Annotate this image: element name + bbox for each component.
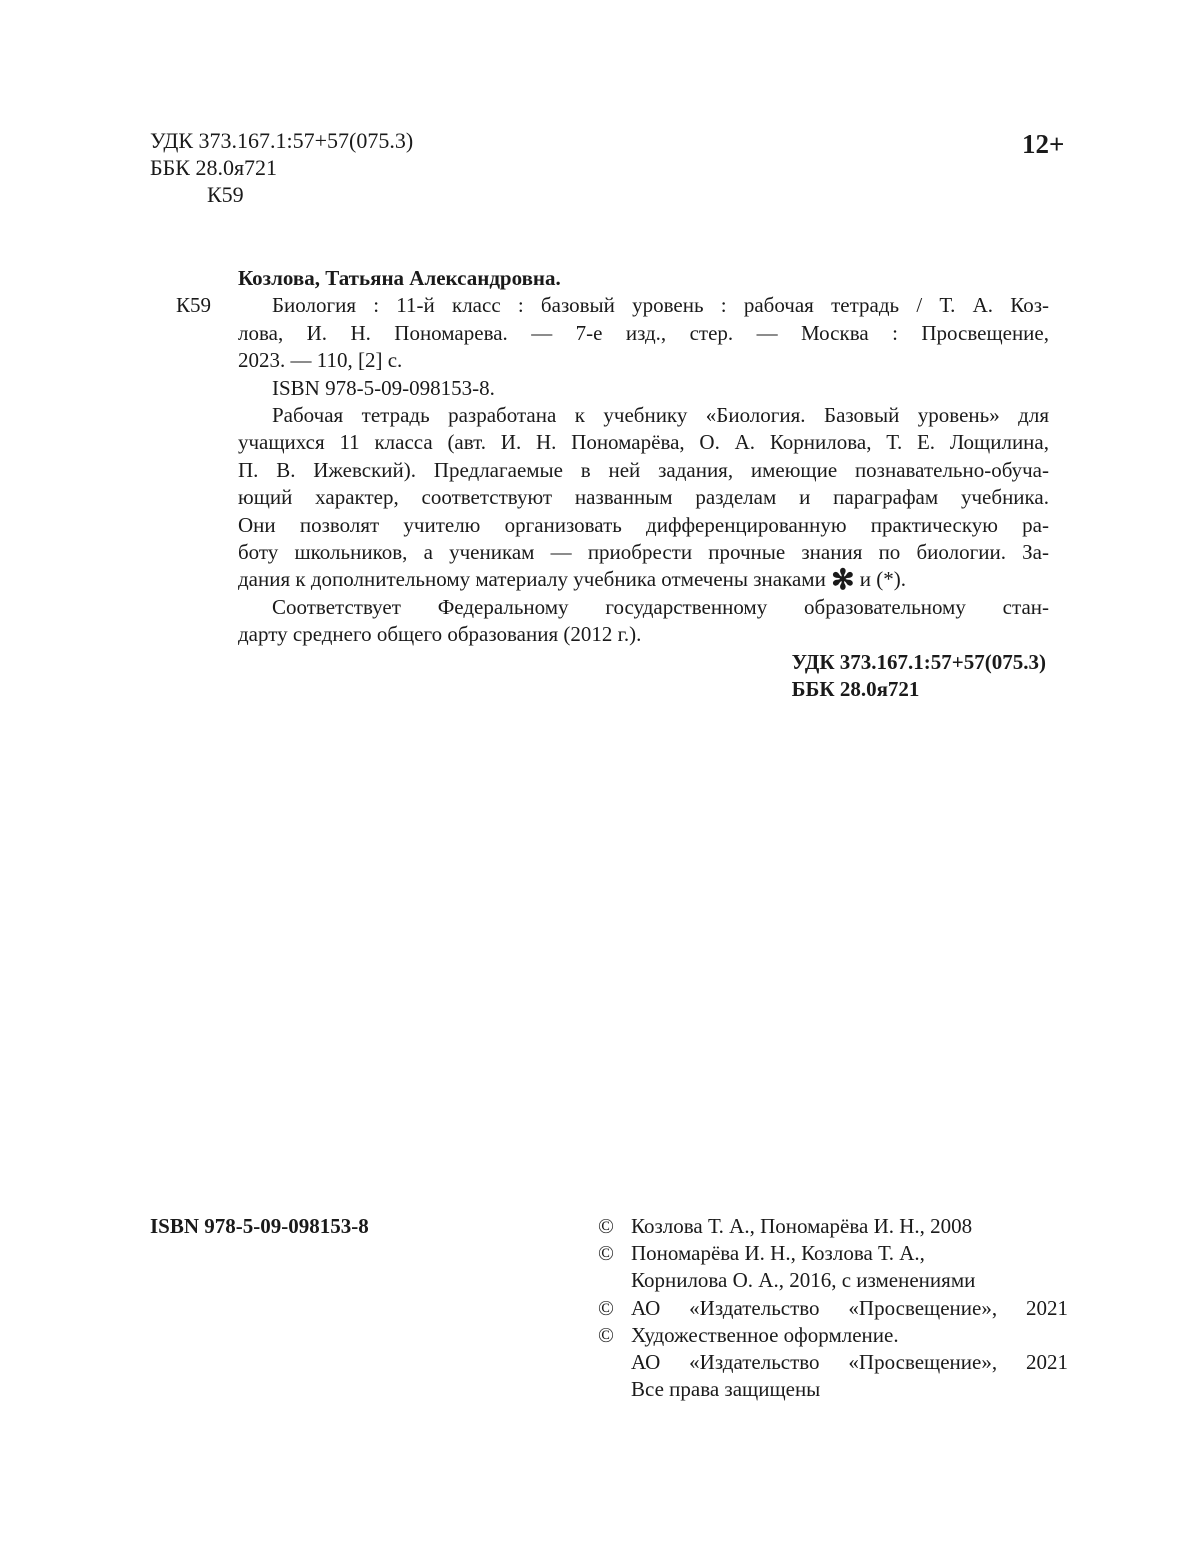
standard-first (238, 594, 1049, 621)
copyright-icon: © (598, 1322, 614, 1347)
title-line: лова, И. Н. Пономарева. — 7-е изд., стер. — Москва : Просвещение, (238, 320, 1049, 345)
copyright-line: Корнилова О. А., 2016, с изменениями (631, 1268, 976, 1293)
copyright-entry (598, 1240, 1068, 1294)
standard-line: дарту среднего общего образования (2012 г.). (238, 622, 642, 647)
annotation-line: Они позволят учителю организовать дифференцированную практическую ра- (238, 512, 1049, 537)
record-classification (238, 649, 1046, 704)
record-bbk: ББК 28.0я721 (791, 677, 920, 702)
title-line: 2023. — 110, [2] с. (238, 348, 403, 373)
bibliographic-record (238, 265, 1049, 704)
title-block (238, 292, 1049, 319)
copyright-line: Все права защищены (631, 1377, 821, 1402)
annotation-line: Рабочая тетрадь разработана к учебнику «Биология. Базовый уровень» для (272, 403, 1049, 428)
annotation-last-tail: и (*). (854, 567, 907, 592)
annotation-last-line (238, 565, 1049, 597)
copyright-line: Козлова Т. А., Пономарёва И. Н., 2008 (631, 1214, 973, 1238)
annotation-line: П. В. Ижевский). Предлагаемые в ней задания, имеющие познавательно-обуча- (238, 457, 1049, 482)
copyright-entry (598, 1322, 1068, 1404)
copyright-line: АО «Издательство «Просвещение», 2021 (631, 1295, 1068, 1320)
footer-isbn: ISBN 978-5-09-098153-8 (150, 1214, 369, 1238)
age-rating-badge: 12+ (1022, 129, 1065, 159)
copyright-entry (598, 1295, 1068, 1322)
copyright-icon: © (598, 1241, 614, 1266)
copyright-block (598, 1213, 1068, 1403)
author-heading: Козлова, Татьяна Александровна. (238, 266, 561, 290)
annotation-line: боту школьников, а ученикам — приобрести прочные знания по биологии. За- (238, 540, 1049, 565)
header-cutter: К59 (207, 182, 244, 207)
asterisk-icon: ✻ (831, 565, 855, 597)
standard-line: Соответствует Федеральному государственному образовательному стан- (272, 594, 1049, 619)
copyright-icon: © (598, 1295, 614, 1320)
record-udk: УДК 373.167.1:57+57(075.3) (791, 649, 1046, 674)
copyright-line: АО «Издательство «Просвещение», 2021 (631, 1350, 1068, 1375)
annotation-line: ющий характер, соответствуют названным разделам и параграфам учебника. (238, 485, 1049, 510)
annotation-last-text: дания к дополнительному материалу учебника отмечены знаками (238, 567, 826, 592)
annotation-line: учащихся 11 класса (авт. И. Н. Пономарёва, О. А. Корнилова, Т. Е. Лощилина, (238, 430, 1049, 455)
copyright-entry (598, 1213, 1068, 1240)
copyright-line: Художественное оформление. (631, 1322, 899, 1347)
copyright-line: Пономарёва И. Н., Козлова Т. А., (631, 1241, 925, 1266)
annotation-first (238, 402, 1049, 429)
title-line: Биология : 11-й класс : базовый уровень : рабочая тетрадь / Т. А. Коз- (272, 293, 1049, 318)
copyright-icon: © (598, 1214, 614, 1238)
record-cutter: К59 (176, 293, 212, 317)
header-bbk: ББК 28.0я721 (150, 155, 278, 180)
header-udk: УДК 373.167.1:57+57(075.3) (150, 128, 414, 153)
record-isbn: ISBN 978-5-09-098153-8. (272, 375, 495, 400)
